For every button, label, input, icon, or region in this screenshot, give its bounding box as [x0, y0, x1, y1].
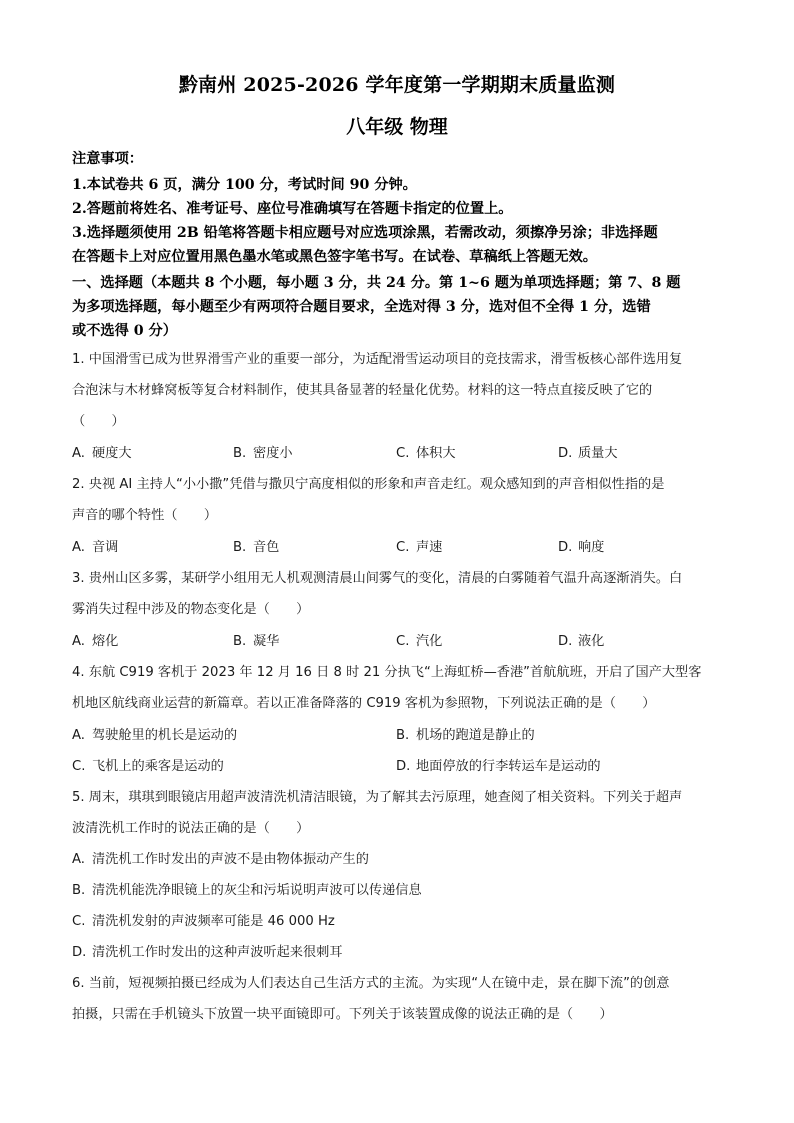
option-letter: B. — [233, 446, 247, 461]
option-text: 清洗机工作时发出的声波不是由物体振动产生的 — [92, 852, 369, 867]
option-letter: D. — [558, 540, 573, 555]
question-3-option-d — [558, 630, 604, 649]
question-1-option-b — [233, 442, 293, 461]
option-letter: D. — [558, 634, 573, 649]
question-6-line-2: 拍摄，只需在手机镜头下放置一块平面镜即可。下列关于该装置成像的说法正确的是（ ） — [72, 1007, 613, 1022]
question-4-option-c — [72, 755, 224, 774]
section-heading-line-1: 一、选择题（本题共 8 个小题，每小题 3 分，共 24 分。第 1~6 题为单项选择题；第 7、8 题 — [72, 275, 681, 291]
option-letter: B. — [233, 634, 247, 649]
question-1-option-a — [72, 442, 132, 461]
option-text: 密度小 — [253, 446, 293, 461]
question-2-option-d — [558, 536, 604, 555]
question-6-line-1: 6. 当前，短视频拍摄已经成为人们表达自己生活方式的主流。为实现“人在镜中走，景在脚下流”的创意 — [72, 976, 670, 991]
section-heading-line-2: 为多项选择题，每小题至少有两项符合题目要求，全选对得 3 分，选对但不全得 1 分，选错 — [72, 299, 651, 315]
question-3-option-a — [72, 630, 118, 649]
option-text: 声速 — [416, 540, 443, 555]
question-4-option-a — [72, 724, 237, 743]
option-letter: C. — [396, 634, 410, 649]
option-letter: C. — [396, 446, 410, 461]
option-letter: D. — [72, 945, 87, 960]
question-4-option-b — [396, 724, 535, 743]
option-text: 驾驶舱里的机长是运动的 — [92, 728, 238, 743]
option-letter: C. — [396, 540, 410, 555]
option-letter: B. — [72, 883, 86, 898]
option-letter: A. — [72, 852, 85, 867]
option-text: 汽化 — [416, 634, 443, 649]
question-5-line-2: 波清洗机工作时的说法正确的是（ ） — [72, 821, 310, 836]
question-1-option-c — [396, 442, 456, 461]
notice-item-3-line-2: 在答题卡上对应位置用黑色墨水笔或黑色签字笔书写。在试卷、草稿纸上答题无效。 — [72, 249, 597, 265]
option-text: 凝华 — [253, 634, 280, 649]
option-text: 硬度大 — [92, 446, 132, 461]
question-2-line-1: 2. 央视 AI 主持人“小小撒”凭借与撒贝宁高度相似的形象和声音走红。观众感知到的声音相似性指的是 — [72, 477, 665, 492]
option-letter: B. — [233, 540, 247, 555]
question-1-line-2: 合泡沫与木材蜂窝板等复合材料制作，使其具备显著的轻量化优势。材料的这一特点直接反映了它的 — [72, 383, 653, 398]
question-5-option-a — [72, 848, 369, 867]
question-3-option-c — [396, 630, 442, 649]
option-text: 液化 — [578, 634, 605, 649]
notice-heading: 注意事项： — [72, 151, 143, 167]
option-text: 清洗机发射的声波频率可能是 46 000 Hz — [92, 914, 335, 929]
option-letter: A. — [72, 446, 85, 461]
exam-title: 黔南州 2025-2026 学年度第一学期期末质量监测 — [178, 74, 616, 96]
question-2-option-b — [233, 536, 279, 555]
section-heading-line-3: 或不选得 0 分） — [72, 323, 177, 339]
option-letter: A. — [72, 634, 85, 649]
option-text: 体积大 — [416, 446, 456, 461]
question-4-line-2: 机地区航线商业运营的新篇章。若以正准备降落的 C919 客机为参照物，下列说法正确的是（ ） — [72, 696, 656, 711]
notice-item-1: 1.本试卷共 6 页，满分 100 分，考试时间 90 分钟。 — [72, 177, 417, 193]
question-2-option-a — [72, 536, 118, 555]
option-letter: D. — [396, 759, 411, 774]
option-letter: A. — [72, 728, 85, 743]
question-4-option-d — [396, 755, 601, 774]
option-text: 熔化 — [92, 634, 119, 649]
option-text: 清洗机能洗净眼镜上的灰尘和污垢说明声波可以传递信息 — [92, 883, 422, 898]
notice-item-2: 2.答题前将姓名、准考证号、座位号准确填写在答题卡指定的位置上。 — [72, 201, 513, 217]
question-5-option-c — [72, 910, 335, 929]
exam-subtitle: 八年级 物理 — [346, 116, 448, 138]
option-text: 机场的跑道是静止的 — [416, 728, 535, 743]
notice-item-3-line-1: 3.选择题须使用 2B 铅笔将答题卡相应题号对应选项涂黑，若需改动，须擦净另涂；非选择题 — [72, 225, 658, 241]
question-5-option-b — [72, 879, 422, 898]
option-letter: A. — [72, 540, 85, 555]
question-2-line-2: 声音的哪个特性（ ） — [72, 508, 218, 523]
question-1-option-d — [558, 442, 618, 461]
question-3-line-2: 雾消失过程中涉及的物态变化是（ ） — [72, 602, 310, 617]
question-5-line-1: 5. 周末，琪琪到眼镜店用超声波清洗机清洁眼镜，为了解其去污原理，她查阅了相关资料。下列关于超声 — [72, 790, 683, 805]
option-text: 地面停放的行李转运车是运动的 — [416, 759, 601, 774]
option-text: 响度 — [578, 540, 605, 555]
option-letter: C. — [72, 914, 86, 929]
option-letter: B. — [396, 728, 410, 743]
question-1-line-1: 1. 中国滑雪已成为世界滑雪产业的重要一部分，为适配滑雪运动项目的竞技需求，滑雪板核心部件选用复 — [72, 352, 683, 367]
option-text: 飞机上的乘客是运动的 — [92, 759, 224, 774]
option-text: 质量大 — [578, 446, 618, 461]
question-3-line-1: 3. 贵州山区多雾，某研学小组用无人机观测清晨山间雾气的变化，清晨的白雾随着气温升高逐渐消失。白 — [72, 571, 683, 586]
question-1-line-3: （ ） — [72, 414, 125, 429]
option-text: 音调 — [92, 540, 119, 555]
question-4-line-1: 4. 东航 C919 客机于 2023 年 12 月 16 日 8 时 21 分执飞“上海虹桥—香港”首航航班，开启了国产大型客 — [72, 665, 702, 680]
question-3-option-b — [233, 630, 279, 649]
option-text: 音色 — [253, 540, 280, 555]
option-text: 清洗机工作时发出的这种声波听起来很刺耳 — [92, 945, 343, 960]
question-2-option-c — [396, 536, 442, 555]
question-5-option-d — [72, 941, 343, 960]
option-letter: D. — [558, 446, 573, 461]
option-letter: C. — [72, 759, 86, 774]
